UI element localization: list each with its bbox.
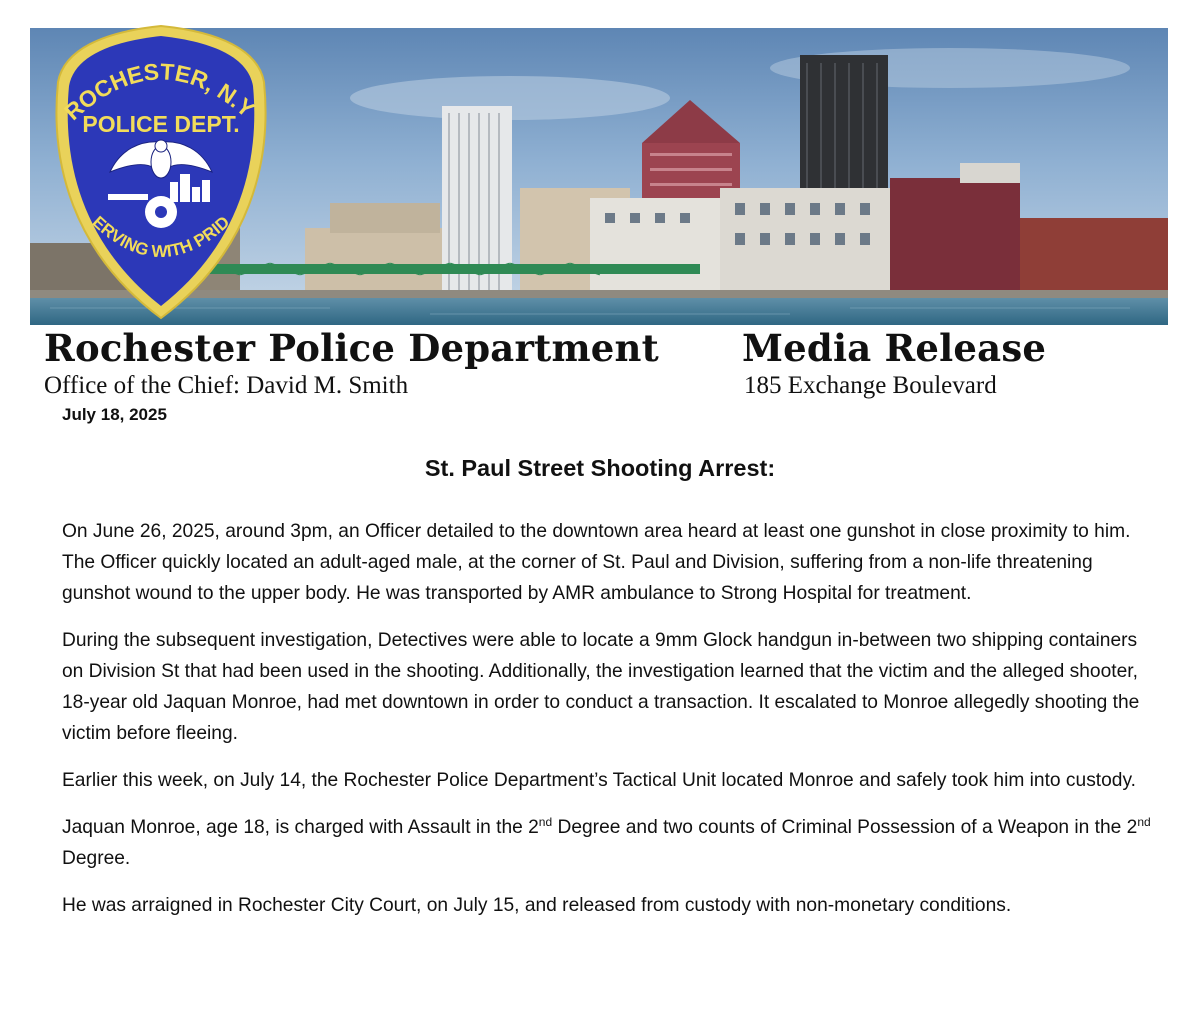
paragraph-arraignment: He was arraigned in Rochester City Court, on July 15, and released from custody with non-monetary conditions. <box>62 895 1012 916</box>
charges-text-3: Degree. <box>62 848 131 869</box>
release-body <box>62 516 1152 937</box>
rochester-police-patch-logo <box>50 22 272 322</box>
paragraph-arrest: Earlier this week, on July 14, the Rochester Police Department’s Tactical Unit located Monroe and safely took him into custody. <box>62 770 1136 791</box>
svg-text:SERVING WITH PRIDE: ERVING WITH PRID <box>88 212 234 262</box>
paragraph-charges <box>62 812 1152 874</box>
release-headline: St. Paul Street Shooting Arrest: <box>424 455 776 481</box>
charges-ordinal-1: nd <box>538 815 553 829</box>
paragraph-incident: On June 26, 2025, around 3pm, an Officer detailed to the downtown area heard at least one gunshot in close proximity to him. The Officer quickly located an adult-aged male, at the corner of St. Paul and Division, suffering from a non-life threatening gunshot wound to the upper body. He was transported by AMR ambulance to Strong Hospital for treatment. <box>62 521 1131 604</box>
svg-text:POLICE DEPT.: POLICE DEPT. <box>82 111 240 137</box>
department-title: Rochester Police Department <box>44 326 659 370</box>
paragraph-investigation: During the subsequent investigation, Detectives were able to locate a 9mm Glock handgun in-between two shipping containers on Division St that had been used in the shooting. Additionally, the investigation learned that the victim and the alleged shooter, 18-year old Jaquan Monroe, had met downtown in order to conduct a transaction. It escalated to Monroe allegedly shooting the victim before fleeing. <box>62 630 1140 744</box>
release-date: July 18, 2025 <box>62 405 167 424</box>
charges-text-1: Jaquan Monroe, age 18, is charged with Assault in the 2 <box>62 817 539 838</box>
media-release-title: Media Release <box>742 326 1047 370</box>
charges-ordinal-2: nd <box>1137 815 1151 829</box>
charges-text-2: Degree and two counts of Criminal Possession of a Weapon in the 2 <box>552 817 1138 838</box>
department-address: 185 Exchange Boulevard <box>744 372 997 399</box>
svg-text:ROCHESTER, N.Y.: ROCHESTER, N.Y <box>59 58 258 126</box>
office-of-chief: Office of the Chief: David M. Smith <box>44 372 409 399</box>
